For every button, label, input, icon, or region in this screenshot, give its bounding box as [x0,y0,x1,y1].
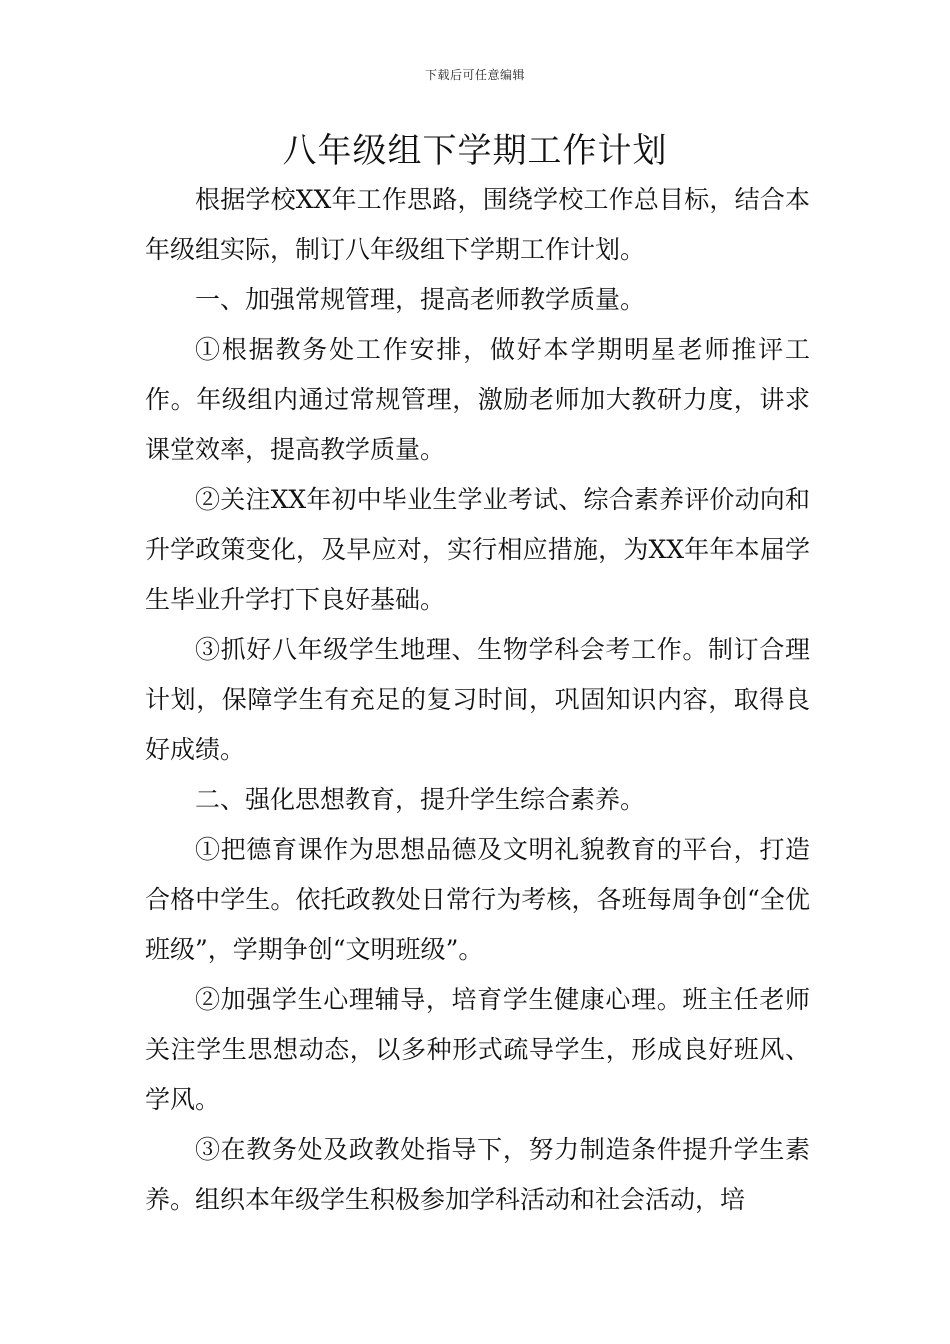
section-heading-1: 一、加强常规管理，提高老师教学质量。 [195,285,646,314]
paragraph-1-3: ③抓好八年级学生地理、生物学科会考工作。制订合理计划，保障学生有充足的复习时间，巩固知识内容，取得良好成绩。 [145,635,810,764]
header-note: 下载后可任意编辑 [424,68,525,82]
section-heading-2: 二、强化思想教育，提升学生综合素养。 [195,785,646,814]
paragraph-intro: 根据学校XX年工作思路，围绕学校工作总目标，结合本年级组实际，制订八年级组下学期工作计划。 [145,185,810,264]
paragraph-1-1: ①根据教务处工作安排，做好本学期明星老师推评工作。年级组内通过常规管理，激励老师加大教研力度，讲求课堂效率，提高教学质量。 [145,335,810,464]
paragraph-2-3: ③在教务处及政教处指导下，努力制造条件提升学生素养。组织本年级学生积极参加学科活动和社会活动，培 [145,1135,810,1214]
document-title: 八年级组下学期工作计划 [282,131,668,171]
paragraph-2-1: ①把德育课作为思想品德及文明礼貌教育的平台，打造合格中学生。依托政教处日常行为考核，各班每周争创“全优班级”，学期争创“文明班级”。 [145,835,810,964]
paragraph-1-2: ②关注XX年初中毕业生学业考试、综合素养评价动向和升学政策变化，及早应对，实行相应措施，为XX年年本届学生毕业升学打下良好基础。 [145,485,810,614]
paragraph-2-2: ②加强学生心理辅导，培育学生健康心理。班主任老师关注学生思想动态，以多种形式疏导学生，形成良好班风、学风。 [145,985,810,1114]
document-body [145,175,810,1225]
